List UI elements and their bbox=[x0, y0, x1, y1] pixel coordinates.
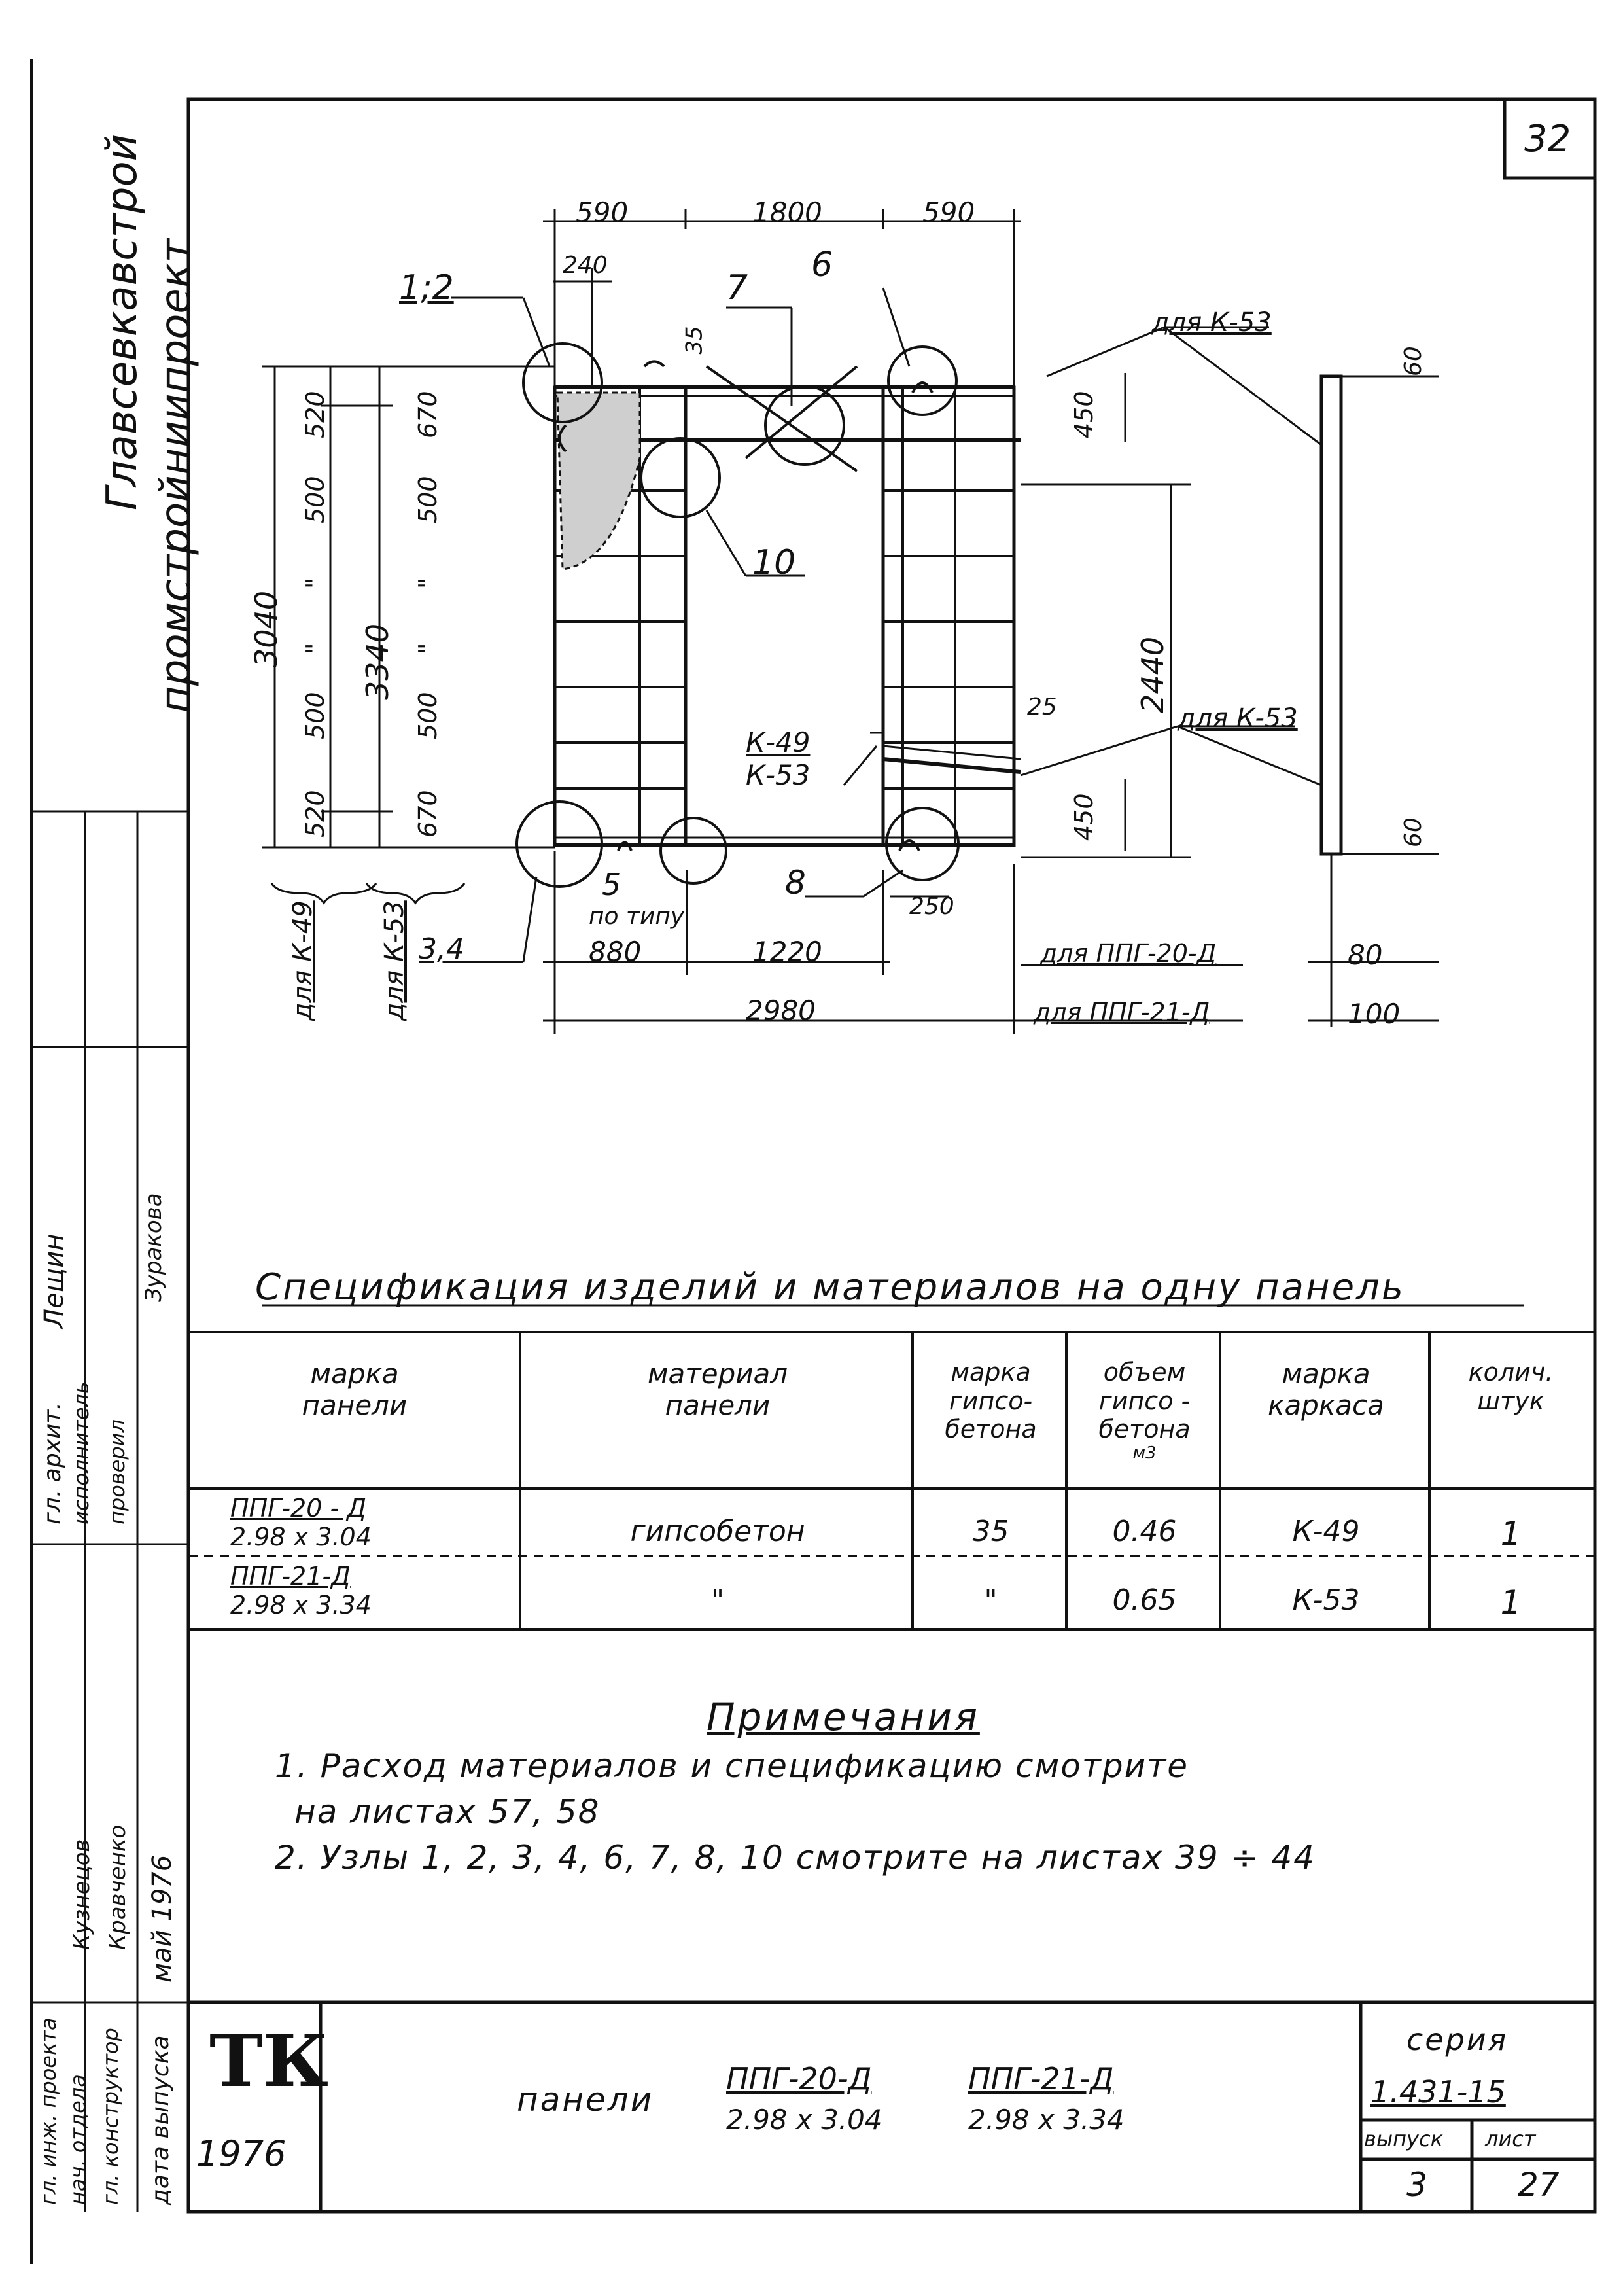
dim-520-bottom: 520 bbox=[301, 790, 330, 838]
dim-2980: 2980 bbox=[746, 995, 816, 1027]
header-quantity: колич. штук bbox=[1468, 1358, 1554, 1415]
dim-520-top: 520 bbox=[301, 391, 330, 438]
title-panel1-size: 2.98 х 3.04 bbox=[726, 2104, 882, 2136]
series-label: серия bbox=[1406, 2022, 1509, 2057]
header-panel-material: материал панели bbox=[647, 1358, 788, 1422]
label-k53: К-53 bbox=[746, 759, 811, 791]
row1-size: 2.98 х 3.04 bbox=[230, 1522, 372, 1551]
row2-material: " bbox=[710, 1583, 725, 1617]
dim-top-middle: 1800 bbox=[752, 196, 822, 228]
label-for-k49-bracket: для К-49 bbox=[288, 900, 318, 1021]
stamp-name-2: Кузнецов bbox=[69, 1839, 95, 1950]
row1-frame: К-49 bbox=[1292, 1515, 1360, 1548]
gypsum-hatch bbox=[557, 393, 640, 569]
dim-670-top: 670 bbox=[413, 391, 442, 438]
row2-frame: К-53 bbox=[1292, 1583, 1360, 1617]
issue-number: 3 bbox=[1406, 2166, 1427, 2204]
dim-500-b1: 500 bbox=[413, 476, 442, 523]
issue-label: выпуск bbox=[1364, 2127, 1443, 2151]
dim-2440: 2440 bbox=[1135, 636, 1170, 713]
note-1-cont: на листах 57, 58 bbox=[294, 1793, 601, 1831]
stamp-staff-role-2: исполнитель bbox=[69, 1381, 94, 1525]
note-2: 2. Узлы 1, 2, 3, 4, 6, 7, 8, 10 смотрите на листах 39 ÷ 44 bbox=[275, 1839, 1316, 1877]
callout-5: 5 bbox=[602, 867, 621, 902]
label-ppg21: для ППГ-21-Д bbox=[1034, 998, 1210, 1027]
stamp-staff-name-1: Зуракова bbox=[141, 1193, 167, 1302]
row1-mark: ППГ-20 - Д bbox=[230, 1494, 366, 1523]
row2-mark: ППГ-21-Д bbox=[230, 1562, 351, 1591]
row2-grade: " bbox=[984, 1583, 998, 1617]
dim-500-b2: 500 bbox=[413, 692, 442, 739]
dim-250: 250 bbox=[909, 893, 954, 920]
header-frame-mark: марка каркаса bbox=[1268, 1358, 1384, 1422]
row1-volume: 0.46 bbox=[1112, 1515, 1177, 1548]
dim-100: 100 bbox=[1348, 998, 1401, 1030]
callout-10: 10 bbox=[752, 543, 796, 582]
table-row bbox=[230, 1563, 453, 1619]
header-gypsum-grade: марка гипсо- бетона bbox=[945, 1358, 1037, 1444]
tk-logo: ТК bbox=[209, 2019, 328, 2103]
dim-500-a1: 500 bbox=[301, 476, 330, 523]
stamp-name-1: Лещин bbox=[39, 1233, 69, 1328]
dim-880: 880 bbox=[589, 936, 642, 968]
note-1: 1. Расход материалов и спецификацию смотрите bbox=[275, 1747, 1189, 1785]
dim-80: 80 bbox=[1348, 939, 1383, 971]
dim-450-bottom: 450 bbox=[1070, 793, 1098, 841]
dim-500-a2: 500 bbox=[301, 692, 330, 739]
stamp-date: май 1976 bbox=[147, 1854, 177, 1983]
dim-60-top: 60 bbox=[1400, 346, 1427, 376]
label-for-k53-top: для К-53 bbox=[1151, 308, 1272, 338]
row1-qty: 1 bbox=[1500, 1515, 1522, 1553]
dim-ditto-b1: " bbox=[413, 577, 442, 589]
sheet-number: 32 bbox=[1524, 118, 1571, 160]
stamp-role-chief-engineer: гл. инж. проекта bbox=[36, 2017, 61, 2205]
dim-25: 25 bbox=[1027, 694, 1057, 720]
title-panel2-size: 2.98 х 3.34 bbox=[968, 2104, 1125, 2136]
row2-volume: 0.65 bbox=[1112, 1583, 1177, 1617]
table-row bbox=[230, 1494, 453, 1551]
callout-8: 8 bbox=[785, 864, 806, 902]
label-for-k53-bracket: для К-53 bbox=[379, 900, 410, 1021]
header-gypsum-volume: объем гипсо - бетона м3 bbox=[1098, 1358, 1191, 1464]
spec-title: Спецификация изделий и материалов на одну панель bbox=[255, 1266, 1405, 1309]
sheet-frame bbox=[188, 99, 1595, 2212]
stamp-staff-role-3: проверил bbox=[105, 1419, 130, 1525]
label-ppg20: для ППГ-20-Д bbox=[1040, 939, 1217, 968]
callout-6: 6 bbox=[811, 245, 833, 285]
label-po-tipu: по типу bbox=[589, 903, 685, 930]
callout-7: 7 bbox=[726, 268, 748, 308]
sheet-number-bottom: 27 bbox=[1518, 2166, 1560, 2204]
label-k49: К-49 bbox=[746, 726, 811, 758]
callout-3-4: 3,4 bbox=[419, 932, 464, 966]
dim-top-right: 590 bbox=[922, 196, 975, 228]
row1-grade: 35 bbox=[972, 1515, 1009, 1548]
dim-60-bottom: 60 bbox=[1400, 817, 1427, 847]
row2-size: 2.98 х 3.34 bbox=[230, 1590, 372, 1619]
stamp-role-head-dept: нач. отдела bbox=[65, 2074, 90, 2205]
notes-title: Примечания bbox=[707, 1695, 980, 1739]
dim-ditto-b2: " bbox=[413, 643, 442, 654]
organization-institute: промстройниипроект bbox=[152, 238, 200, 713]
dim-3340: 3340 bbox=[360, 623, 395, 700]
row1-material: гипсобетон bbox=[630, 1515, 805, 1548]
title-panels: панели bbox=[517, 2081, 654, 2119]
dim-ditto-a1: " bbox=[301, 577, 330, 589]
label-for-k53-mid: для К-53 bbox=[1178, 703, 1298, 733]
dim-240: 240 bbox=[563, 252, 608, 279]
sheet-label: лист bbox=[1485, 2127, 1536, 2151]
spec-table bbox=[191, 1332, 1591, 1633]
dim-ditto-a2: " bbox=[301, 643, 330, 654]
dim-top-left: 590 bbox=[576, 196, 629, 228]
dim-450-top: 450 bbox=[1070, 391, 1098, 438]
row2-qty: 1 bbox=[1500, 1583, 1522, 1621]
dim-670-bottom: 670 bbox=[413, 790, 442, 838]
dim-1220: 1220 bbox=[752, 936, 822, 968]
stamp-staff-role-1: гл. архит. bbox=[39, 1402, 66, 1525]
series-number: 1.431-15 bbox=[1370, 2074, 1506, 2110]
organization-name: Главсевкавстрой bbox=[98, 133, 147, 510]
stamp-role-issue-date: дата выпуска bbox=[147, 2035, 174, 2205]
stamp-role-chief-designer: гл. конструктор bbox=[98, 2028, 123, 2205]
stamp-name-3: Кравченко bbox=[105, 1824, 131, 1950]
title-block-year: 1976 bbox=[196, 2133, 287, 2174]
side-section bbox=[1321, 376, 1341, 854]
callout-1-2: 1;2 bbox=[399, 268, 454, 308]
title-panel2: ППГ-21-Д bbox=[968, 2061, 1114, 2096]
title-panel1: ППГ-20-Д bbox=[726, 2061, 872, 2096]
header-panel-mark: марка панели bbox=[302, 1358, 408, 1422]
dim-35: 35 bbox=[681, 326, 708, 355]
dim-3040: 3040 bbox=[249, 590, 284, 667]
